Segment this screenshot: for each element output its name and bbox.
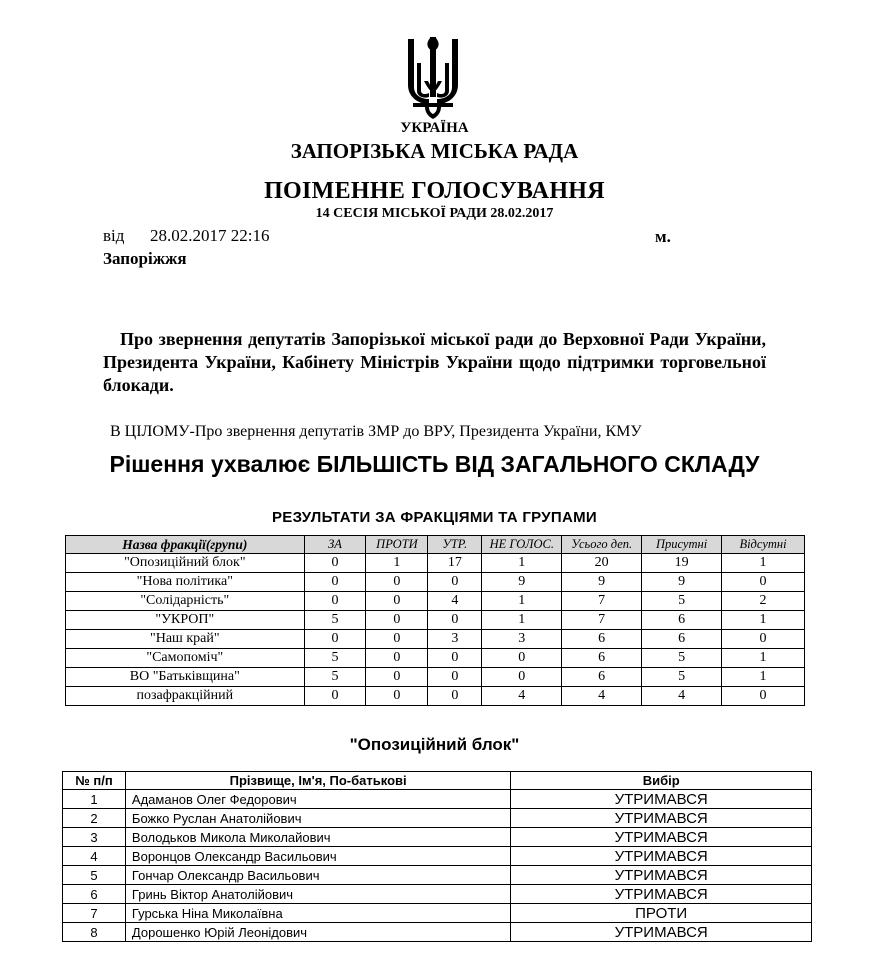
row-number: 6: [63, 885, 126, 904]
vote-choice: УТРИМАВСЯ: [511, 790, 812, 809]
column-header: ЗА: [304, 536, 366, 554]
present-cell: 5: [642, 592, 722, 611]
not-voted-cell: 1: [482, 592, 562, 611]
decision-rule: Рішення ухвалює БІЛЬШІСТЬ ВІД ЗАГАЛЬНОГО СКЛАДУ: [109, 451, 760, 477]
deputy-row: [63, 790, 812, 809]
votes-for-cell: 0: [304, 554, 366, 573]
faction-row: [66, 554, 805, 573]
absent-cell: 1: [722, 668, 805, 687]
deputy-name: Воронцов Олександр Васильович: [125, 847, 510, 866]
present-cell: 19: [642, 554, 722, 573]
deputies-vote-table: [62, 771, 812, 942]
factions-results-table: [65, 535, 805, 706]
faction-row: [66, 611, 805, 630]
deputy-name: Гончар Олександр Васильович: [125, 866, 510, 885]
resolution-subject: Про звернення депутатів Запорізької міської ради до Верховної Ради України, Президента України, Кабінету Міністрів України щодо підтримки торговельної блокади.: [103, 329, 766, 395]
votes-against-cell: 0: [366, 630, 428, 649]
abstained-cell: 17: [428, 554, 482, 573]
overall-vote-label: В ЦІЛОМУ-Про звернення депутатів ЗМР до ВРУ, Президента України, КМУ: [110, 423, 642, 440]
deputy-row: [63, 885, 812, 904]
row-number: 5: [63, 866, 126, 885]
faction-name-cell: "Наш край": [66, 630, 305, 649]
column-header: ПРОТИ: [366, 536, 428, 554]
votes-against-cell: 0: [366, 573, 428, 592]
faction-name-cell: "Самопоміч": [66, 649, 305, 668]
total-deputies-cell: 4: [562, 687, 642, 706]
deputy-name: Дорошенко Юрій Леонідович: [125, 923, 510, 942]
document-title: ПОІМЕННЕ ГОЛОСУВАННЯ: [264, 178, 605, 204]
vote-choice: ПРОТИ: [511, 904, 812, 923]
row-number: 2: [63, 809, 126, 828]
vote-choice: УТРИМАВСЯ: [511, 828, 812, 847]
deputy-row: [63, 866, 812, 885]
faction-name-cell: "УКРОП": [66, 611, 305, 630]
trident-icon: [405, 33, 461, 119]
column-header: Вибір: [511, 772, 812, 790]
not-voted-cell: 9: [482, 573, 562, 592]
present-cell: 9: [642, 573, 722, 592]
present-cell: 6: [642, 611, 722, 630]
column-header: НЕ ГОЛОС.: [482, 536, 562, 554]
abstained-cell: 0: [428, 687, 482, 706]
votes-for-cell: 0: [304, 592, 366, 611]
present-cell: 5: [642, 668, 722, 687]
total-deputies-cell: 6: [562, 649, 642, 668]
votes-against-cell: 0: [366, 592, 428, 611]
deputies-header-row: [63, 772, 812, 790]
absent-cell: 2: [722, 592, 805, 611]
votes-for-cell: 5: [304, 668, 366, 687]
votes-against-cell: 0: [366, 649, 428, 668]
faction-name-cell: позафракційний: [66, 687, 305, 706]
abstained-cell: 0: [428, 573, 482, 592]
deputy-name: Гринь Віктор Анатолійович: [125, 885, 510, 904]
column-header: Відсутні: [722, 536, 805, 554]
deputy-row: [63, 828, 812, 847]
vote-date: 28.02.2017 22:16: [150, 226, 270, 245]
absent-cell: 0: [722, 687, 805, 706]
faction-row: [66, 573, 805, 592]
not-voted-cell: 4: [482, 687, 562, 706]
deputy-name: Адаманов Олег Федорович: [125, 790, 510, 809]
abstained-cell: 3: [428, 630, 482, 649]
column-header: № п/п: [63, 772, 126, 790]
votes-for-cell: 0: [304, 630, 366, 649]
date-prefix: від: [103, 226, 125, 245]
city-name: Запоріжжя: [103, 249, 187, 268]
abstained-cell: 4: [428, 592, 482, 611]
deputy-row: [63, 847, 812, 866]
votes-against-cell: 0: [366, 611, 428, 630]
vote-choice: УТРИМАВСЯ: [511, 923, 812, 942]
votes-for-cell: 0: [304, 687, 366, 706]
column-header: Присутні: [642, 536, 722, 554]
row-number: 4: [63, 847, 126, 866]
deputy-row: [63, 923, 812, 942]
abstained-cell: 0: [428, 611, 482, 630]
not-voted-cell: 1: [482, 554, 562, 573]
votes-for-cell: 5: [304, 611, 366, 630]
votes-against-cell: 0: [366, 668, 428, 687]
session-label: 14 СЕСІЯ МІСЬКОЇ РАДИ 28.02.2017: [315, 206, 554, 221]
not-voted-cell: 3: [482, 630, 562, 649]
abstained-cell: 0: [428, 649, 482, 668]
results-title: РЕЗУЛЬТАТИ ЗА ФРАКЦІЯМИ ТА ГРУПАМИ: [272, 509, 597, 526]
row-number: 1: [63, 790, 126, 809]
faction-name-cell: "Солідарність": [66, 592, 305, 611]
abstained-cell: 0: [428, 668, 482, 687]
faction-row: [66, 649, 805, 668]
total-deputies-cell: 9: [562, 573, 642, 592]
deputy-row: [63, 904, 812, 923]
factions-header-row: [66, 536, 805, 554]
votes-for-cell: 5: [304, 649, 366, 668]
council-name: ЗАПОРІЗЬКА МІСЬКА РАДА: [290, 139, 579, 163]
faction-name-cell: "Нова політика": [66, 573, 305, 592]
faction-name-cell: "Опозиційний блок": [66, 554, 305, 573]
column-header: УТР.: [428, 536, 482, 554]
absent-cell: 0: [722, 573, 805, 592]
vote-choice: УТРИМАВСЯ: [511, 885, 812, 904]
vote-choice: УТРИМАВСЯ: [511, 847, 812, 866]
deputy-name: Гурська Ніна Миколаївна: [125, 904, 510, 923]
absent-cell: 0: [722, 630, 805, 649]
total-deputies-cell: 7: [562, 592, 642, 611]
total-deputies-cell: 7: [562, 611, 642, 630]
votes-against-cell: 1: [366, 554, 428, 573]
deputy-name: Володьков Микола Миколайович: [125, 828, 510, 847]
row-number: 3: [63, 828, 126, 847]
faction-name-cell: ВО "Батьківщина": [66, 668, 305, 687]
faction-row: [66, 630, 805, 649]
faction-section-title: "Опозиційний блок": [349, 735, 520, 754]
column-header: Назва фракції(групи): [66, 536, 305, 554]
absent-cell: 1: [722, 611, 805, 630]
deputy-row: [63, 809, 812, 828]
faction-row: [66, 687, 805, 706]
present-cell: 5: [642, 649, 722, 668]
present-cell: 6: [642, 630, 722, 649]
absent-cell: 1: [722, 649, 805, 668]
votes-for-cell: 0: [304, 573, 366, 592]
row-number: 7: [63, 904, 126, 923]
not-voted-cell: 0: [482, 668, 562, 687]
city-prefix: м.: [655, 227, 671, 246]
votes-against-cell: 0: [366, 687, 428, 706]
column-header: Прізвище, Ім'я, По-батькові: [125, 772, 510, 790]
not-voted-cell: 1: [482, 611, 562, 630]
deputy-name: Божко Руслан Анатолійович: [125, 809, 510, 828]
faction-row: [66, 668, 805, 687]
present-cell: 4: [642, 687, 722, 706]
vote-choice: УТРИМАВСЯ: [511, 866, 812, 885]
row-number: 8: [63, 923, 126, 942]
absent-cell: 1: [722, 554, 805, 573]
country-label: УКРАЇНА: [400, 120, 469, 136]
faction-row: [66, 592, 805, 611]
total-deputies-cell: 20: [562, 554, 642, 573]
total-deputies-cell: 6: [562, 630, 642, 649]
not-voted-cell: 0: [482, 649, 562, 668]
total-deputies-cell: 6: [562, 668, 642, 687]
vote-choice: УТРИМАВСЯ: [511, 809, 812, 828]
column-header: Усього деп.: [562, 536, 642, 554]
